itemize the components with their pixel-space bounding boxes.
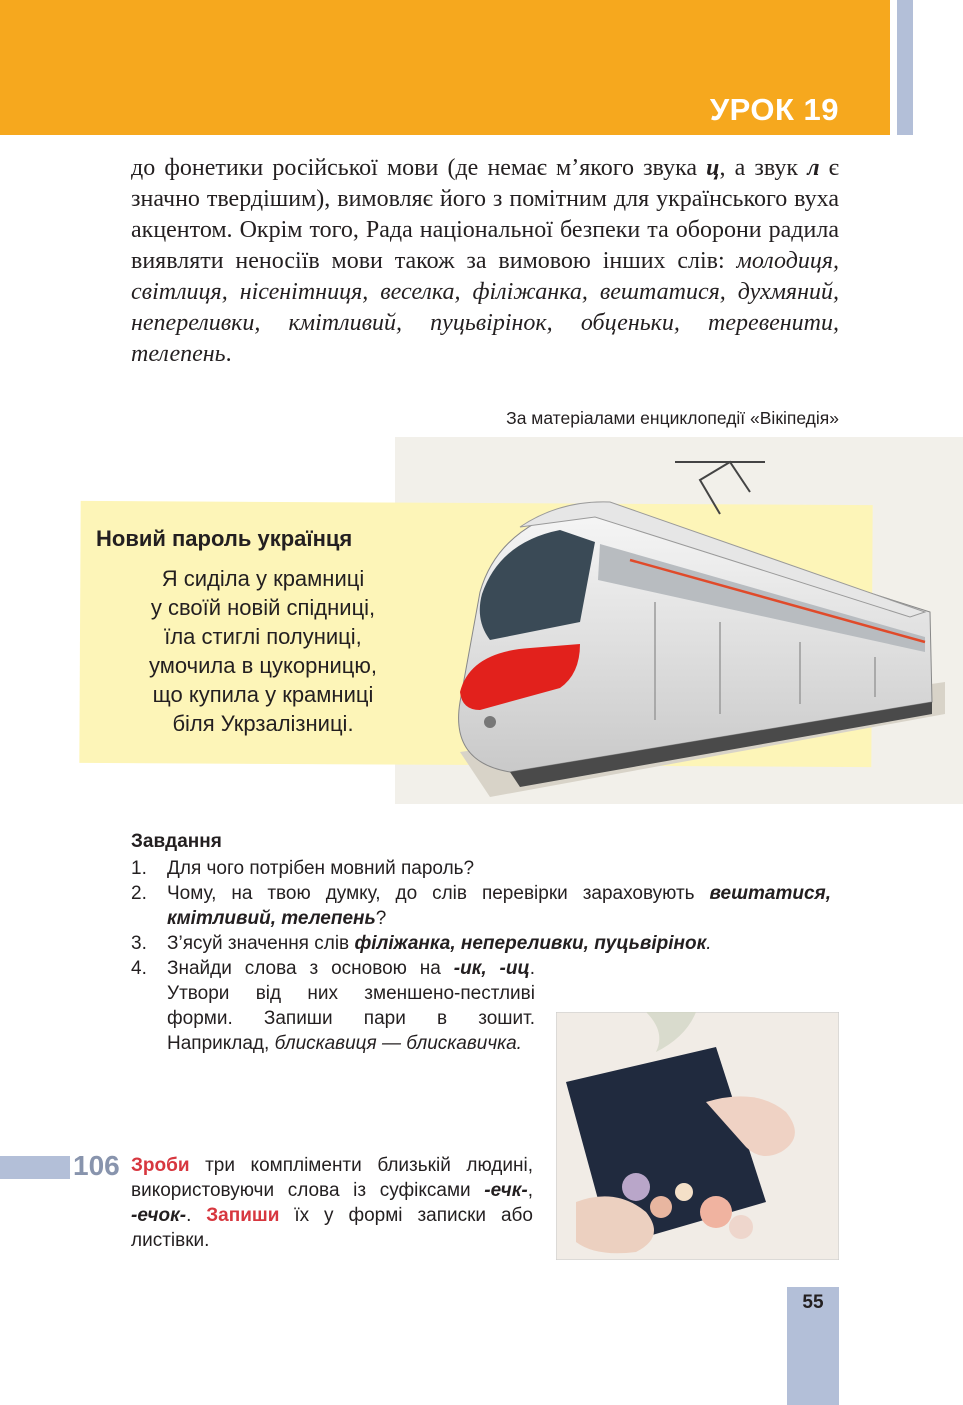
tasks-title: Завдання [131,831,222,852]
body-paragraph [131,153,839,370]
lesson-title: УРОК 19 [709,92,839,127]
task-text: Для чого потрібен мовний пароль? [167,858,475,879]
header-side-strip [897,0,913,135]
task-item [131,881,831,931]
poem-text [98,564,428,738]
task-item [131,956,535,1056]
task-text: Чому, на твою думку, до слів перевірки зараховують [167,883,710,904]
task-number: 3. [131,933,147,954]
poem-line: у своїй новій спідниці, [150,595,376,620]
exercise-number: 106 [73,1150,120,1181]
body-text-3: є значно твердішим), вимовляє його з помітним для українського вуха акцентом. Окрім того, Рада національної безпеки та оборони радила виявляти неносіїв мови також за вимовою інших слів: [131,155,839,274]
exercise-body: три компліменти близькій людині, використовуючи слова із суфіксами [131,1155,533,1201]
task-example: блискавиця — блискавичка. [274,1033,522,1054]
exercise-body: їх у формі записки або листівки. [131,1205,533,1251]
task-number: 2. [131,883,147,904]
poem-line: Я сиділа у крамниці [161,566,365,591]
body-text-1: до фонетики російської мови (де немає м’якого звука [131,155,707,181]
task-text: Знайди слова з основою на [167,958,454,979]
train-image [420,452,950,802]
exercise-body: , [527,1180,533,1201]
task-text-end: . [706,933,712,954]
task-suffixes: -ик, -иц [453,958,530,979]
poem-line: умочила в цукорницю, [149,653,377,678]
body-end: . [225,341,232,367]
instruction-write: Запиши [206,1205,280,1226]
suffix-1: -ечк- [484,1180,528,1201]
suffix-2: -ечок- [131,1205,187,1226]
poem-line: їла стиглі полуниці, [164,624,362,649]
source-citation: За матеріалами енциклопедії «Вікіпедія» [506,408,839,428]
task-number: 1. [131,858,147,879]
password-words: молодиця, світлиця, нісенітниця, веселка, філіжанка, вештатися, духмяний, непереливки, кмітливий, пуцьвірінок, обценьки, теревенити, телепень [131,248,839,367]
letter-l: л [807,155,820,181]
task-text: З’ясуй значення слів [167,933,355,954]
poem-line: що купила у крамниці [152,682,374,707]
task-item [131,931,831,956]
letter-ts: ц [706,155,720,181]
task-number: 4. [131,958,147,979]
exercise-text [131,1153,533,1253]
task-text-end: ? [375,908,387,929]
page-number: 55 [802,1292,824,1313]
exercise-body: . [186,1205,207,1226]
task-text: . Утвори від них зменшено-пестливі форми. Запиши пари в зошит. Наприклад, [167,958,535,1054]
task-words: філіжанка, непереливки, пуцьвірінок [354,933,707,954]
task-item [131,856,831,881]
body-text-2: , а звук [719,155,808,181]
instruction-do: Зроби [131,1155,190,1176]
task-words: вештатися, кмітливий, телепень [167,883,831,929]
poem-title: Новий пароль українця [96,526,353,551]
greeting-card-photo [556,1012,839,1260]
exercise-marker-bar [0,1156,70,1179]
poem-line: біля Укрзалізниці. [172,711,354,736]
